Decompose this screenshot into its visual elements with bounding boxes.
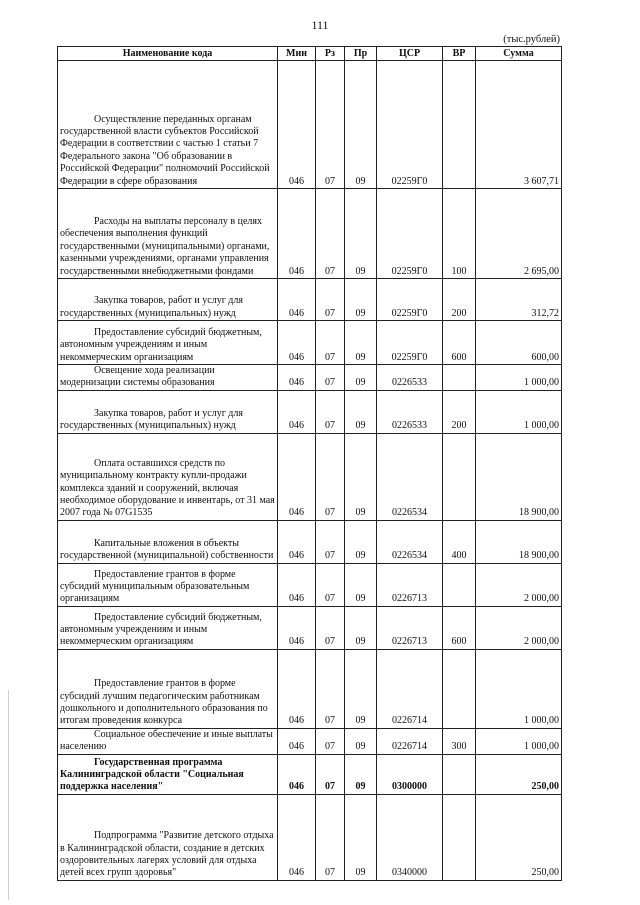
cell-csr: 0340000 bbox=[377, 794, 443, 880]
row-name-text: Предоставление субсидий бюджетным, автономным учреждениям и иным некоммерческим организациям bbox=[60, 326, 262, 363]
budget-table bbox=[57, 46, 562, 881]
row-name-text: Предоставление грантов в форме субсидий муниципальным образовательным организациям bbox=[60, 568, 250, 605]
cell-vr: 400 bbox=[443, 520, 476, 563]
cell-min: 046 bbox=[278, 649, 316, 728]
cell-csr: 02259Г0 bbox=[377, 279, 443, 321]
page-number: 111 bbox=[311, 18, 329, 32]
cell-min: 046 bbox=[278, 794, 316, 880]
cell-rz: 07 bbox=[316, 321, 345, 365]
cell-name bbox=[58, 754, 278, 794]
cell-pr: 09 bbox=[345, 606, 377, 649]
cell-csr: 0226714 bbox=[377, 649, 443, 728]
cell-vr: 600 bbox=[443, 321, 476, 365]
cell-csr: 02259Г0 bbox=[377, 321, 443, 365]
cell-rz: 07 bbox=[316, 279, 345, 321]
table-row bbox=[58, 321, 562, 365]
cell-pr: 09 bbox=[345, 279, 377, 321]
cell-rz: 07 bbox=[316, 365, 345, 391]
cell-name bbox=[58, 794, 278, 880]
cell-sum: 2 695,00 bbox=[476, 189, 562, 279]
cell-pr: 09 bbox=[345, 390, 377, 433]
cell-pr: 09 bbox=[345, 754, 377, 794]
cell-min: 046 bbox=[278, 279, 316, 321]
cell-min: 046 bbox=[278, 390, 316, 433]
cell-rz: 07 bbox=[316, 189, 345, 279]
table-row bbox=[58, 61, 562, 189]
cell-min: 046 bbox=[278, 365, 316, 391]
row-name-text: Осуществление переданных органам государственной власти субъектов Российской Федерации в соответствии с частью 1 статьи 7 Федерального закона "Об образовании в Российской Федерации" полномочий Российской Федерации в сфере образования bbox=[60, 113, 270, 187]
cell-csr: 0226713 bbox=[377, 563, 443, 606]
cell-name bbox=[58, 321, 278, 365]
table-row bbox=[58, 365, 562, 391]
cell-sum: 18 900,00 bbox=[476, 433, 562, 520]
cell-name bbox=[58, 606, 278, 649]
cell-min: 046 bbox=[278, 433, 316, 520]
cell-rz: 07 bbox=[316, 606, 345, 649]
cell-sum: 3 607,71 bbox=[476, 61, 562, 189]
cell-vr: 200 bbox=[443, 279, 476, 321]
cell-name bbox=[58, 279, 278, 321]
cell-csr: 0226533 bbox=[377, 390, 443, 433]
scan-edge-line bbox=[8, 690, 9, 900]
cell-rz: 07 bbox=[316, 433, 345, 520]
cell-sum: 250,00 bbox=[476, 794, 562, 880]
cell-sum: 1 000,00 bbox=[476, 365, 562, 391]
cell-vr: 200 bbox=[443, 390, 476, 433]
row-name-text: Закупка товаров, работ и услуг для государственных (муниципальных) нужд bbox=[60, 408, 243, 432]
table-row bbox=[58, 649, 562, 728]
header-csr: ЦСР bbox=[377, 47, 443, 61]
table-body bbox=[58, 61, 562, 881]
header-min: Мин bbox=[278, 47, 316, 61]
row-name-text: Государственная программа Калининградской области "Социальная поддержка населения" bbox=[60, 756, 244, 793]
cell-vr: 100 bbox=[443, 189, 476, 279]
row-name-text: Подпрограмма "Развитие детского отдыха в Калининградской области, создание в детских оздоровительных лагерях условий для отдыха детей всех групп здоровья" bbox=[60, 830, 274, 879]
cell-pr: 09 bbox=[345, 61, 377, 189]
row-name-text: Социальное обеспечение и иные выплаты населению bbox=[60, 729, 273, 753]
cell-pr: 09 bbox=[345, 728, 377, 754]
cell-pr: 09 bbox=[345, 563, 377, 606]
cell-vr bbox=[443, 754, 476, 794]
cell-csr: 0226714 bbox=[377, 728, 443, 754]
cell-vr bbox=[443, 794, 476, 880]
table-row bbox=[58, 433, 562, 520]
header-sum: Сумма bbox=[476, 47, 562, 61]
table-row bbox=[58, 189, 562, 279]
cell-min: 046 bbox=[278, 61, 316, 189]
cell-name bbox=[58, 365, 278, 391]
cell-name bbox=[58, 649, 278, 728]
cell-name bbox=[58, 189, 278, 279]
cell-pr: 09 bbox=[345, 365, 377, 391]
header-pr: Пр bbox=[345, 47, 377, 61]
cell-csr: 0300000 bbox=[377, 754, 443, 794]
cell-rz: 07 bbox=[316, 794, 345, 880]
table-row bbox=[58, 794, 562, 880]
row-name-text: Освещение хода реализации модернизации системы образования bbox=[60, 365, 215, 389]
row-name-text: Закупка товаров, работ и услуг для государственных (муниципальных) нужд bbox=[60, 295, 243, 319]
row-name-text: Расходы на выплаты персоналу в целях обеспечения выполнения функций государственными (муниципальными) органами, казенными учреждениями, органами управления государственными внебюджетными фондами bbox=[60, 215, 270, 277]
cell-vr bbox=[443, 649, 476, 728]
cell-csr: 02259Г0 bbox=[377, 189, 443, 279]
cell-min: 046 bbox=[278, 754, 316, 794]
table-row bbox=[58, 606, 562, 649]
cell-csr: 0226533 bbox=[377, 365, 443, 391]
cell-name bbox=[58, 728, 278, 754]
cell-sum: 1 000,00 bbox=[476, 390, 562, 433]
cell-rz: 07 bbox=[316, 520, 345, 563]
cell-min: 046 bbox=[278, 520, 316, 563]
cell-min: 046 bbox=[278, 321, 316, 365]
cell-pr: 09 bbox=[345, 649, 377, 728]
cell-sum: 18 900,00 bbox=[476, 520, 562, 563]
cell-min: 046 bbox=[278, 728, 316, 754]
cell-name bbox=[58, 61, 278, 189]
table-row bbox=[58, 563, 562, 606]
table-row bbox=[58, 754, 562, 794]
header-name: Наименование кода bbox=[58, 47, 278, 61]
header-vr: ВР bbox=[443, 47, 476, 61]
cell-name bbox=[58, 563, 278, 606]
cell-rz: 07 bbox=[316, 390, 345, 433]
cell-csr: 0226534 bbox=[377, 520, 443, 563]
cell-rz: 07 bbox=[316, 563, 345, 606]
cell-pr: 09 bbox=[345, 433, 377, 520]
cell-vr bbox=[443, 563, 476, 606]
cell-name bbox=[58, 433, 278, 520]
cell-pr: 09 bbox=[345, 794, 377, 880]
table-row bbox=[58, 728, 562, 754]
cell-csr: 0226713 bbox=[377, 606, 443, 649]
cell-vr bbox=[443, 433, 476, 520]
table-header-row bbox=[58, 47, 562, 61]
cell-sum: 1 000,00 bbox=[476, 649, 562, 728]
cell-sum: 312,72 bbox=[476, 279, 562, 321]
cell-min: 046 bbox=[278, 563, 316, 606]
row-name-text: Предоставление грантов в форме субсидий лучшим педагогическим работникам дошкольного и дополнительного образования по итогам проведения конкурса bbox=[60, 678, 268, 727]
cell-sum: 250,00 bbox=[476, 754, 562, 794]
table-row bbox=[58, 520, 562, 563]
cell-rz: 07 bbox=[316, 649, 345, 728]
table-row bbox=[58, 390, 562, 433]
cell-sum: 1 000,00 bbox=[476, 728, 562, 754]
row-name-text: Капитальные вложения в объекты государственной (муниципальной) собственности bbox=[60, 538, 274, 562]
cell-vr bbox=[443, 365, 476, 391]
cell-pr: 09 bbox=[345, 520, 377, 563]
cell-sum: 2 000,00 bbox=[476, 606, 562, 649]
header-rz: Рз bbox=[316, 47, 345, 61]
cell-pr: 09 bbox=[345, 321, 377, 365]
row-name-text: Предоставление субсидий бюджетным, автономным учреждениям и иным некоммерческим организациям bbox=[60, 611, 262, 648]
cell-name bbox=[58, 390, 278, 433]
cell-sum: 2 000,00 bbox=[476, 563, 562, 606]
cell-csr: 0226534 bbox=[377, 433, 443, 520]
cell-rz: 07 bbox=[316, 728, 345, 754]
cell-vr: 300 bbox=[443, 728, 476, 754]
row-name-text: Оплата оставшихся средств по муниципальному контракту купли-продажи комплекса зданий и сооружений, включая необходимое оборудование и инвентарь, от 31 мая 2007 года № 07G1535 bbox=[60, 457, 275, 519]
cell-min: 046 bbox=[278, 189, 316, 279]
cell-name bbox=[58, 520, 278, 563]
cell-csr: 02259Г0 bbox=[377, 61, 443, 189]
cell-rz: 07 bbox=[316, 754, 345, 794]
cell-min: 046 bbox=[278, 606, 316, 649]
cell-rz: 07 bbox=[316, 61, 345, 189]
cell-sum: 600,00 bbox=[476, 321, 562, 365]
cell-vr bbox=[443, 61, 476, 189]
table-row bbox=[58, 279, 562, 321]
cell-pr: 09 bbox=[345, 189, 377, 279]
units-label: (тыс.рублей) bbox=[503, 34, 560, 45]
cell-vr: 600 bbox=[443, 606, 476, 649]
